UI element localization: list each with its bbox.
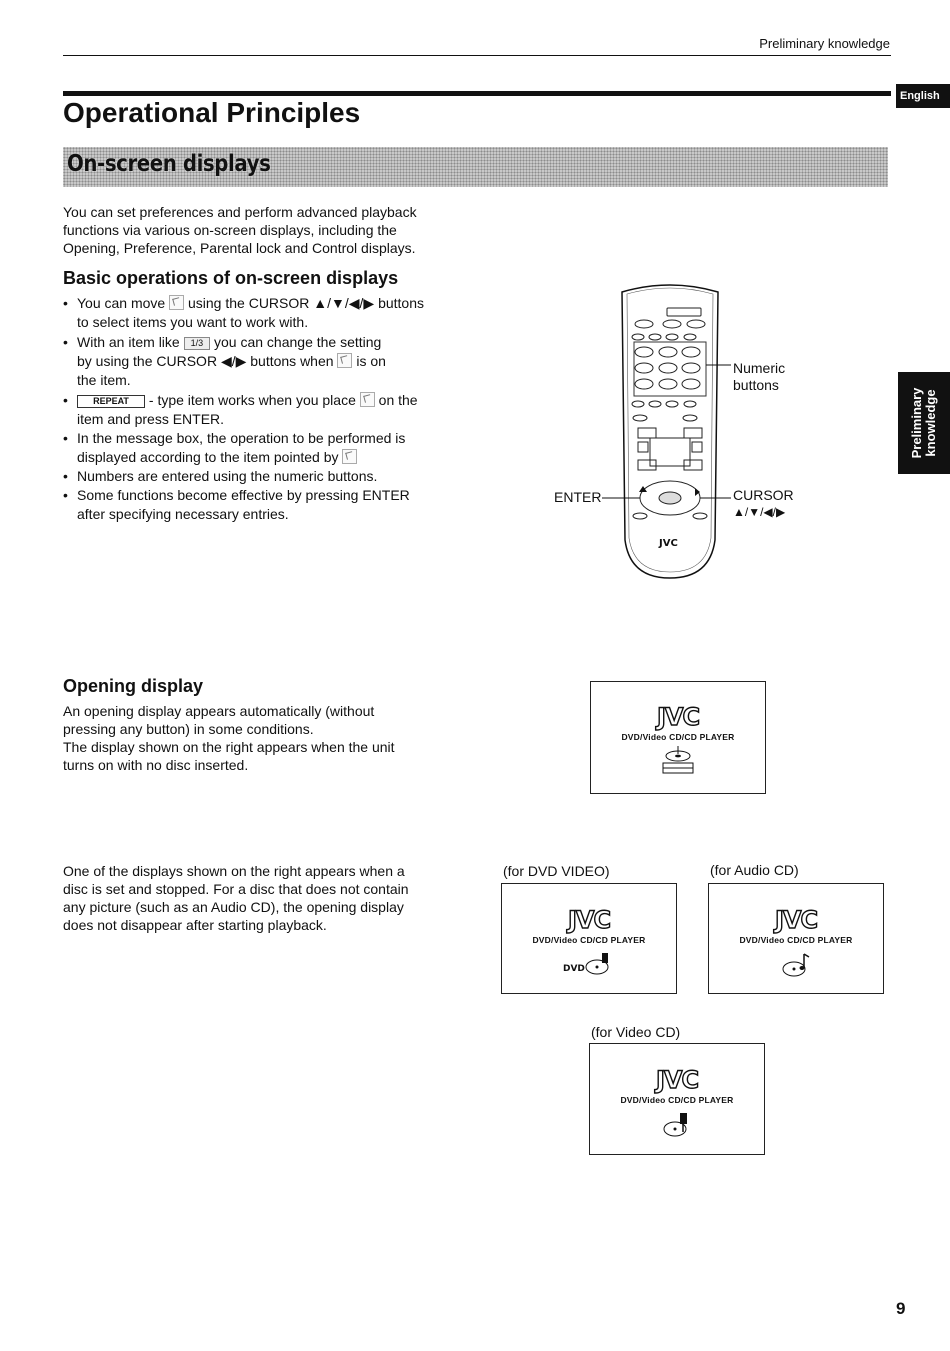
video-cd-screen	[589, 1043, 765, 1155]
list-item	[63, 294, 463, 332]
label-line: Numeric	[733, 360, 786, 376]
text-line: An opening display appears automatically (without	[63, 703, 375, 719]
player-subtitle: DVD/Video CD/CD PLAYER	[739, 935, 853, 945]
dvd-caption: (for DVD VIDEO)	[503, 863, 610, 879]
text: on the	[378, 392, 418, 408]
list-item	[63, 333, 463, 390]
text: to select items you want to work with.	[77, 314, 309, 330]
list-item	[63, 391, 463, 429]
remote-brand: JVC	[659, 538, 678, 549]
intro-paragraph	[63, 203, 417, 257]
cursor-label	[733, 487, 794, 521]
remote-control-illustration	[550, 280, 820, 580]
language-tab: English	[896, 84, 950, 108]
page-title: Operational Principles	[63, 97, 361, 128]
repeat-label-sample: REPEAT	[77, 395, 145, 408]
running-header: Preliminary knowledge	[759, 36, 890, 51]
dvd-disc-icon	[559, 949, 619, 979]
list-item	[63, 429, 463, 467]
side-tab-line1: Preliminary	[909, 387, 924, 459]
intro-line: You can set preferences and perform advanced playback	[63, 204, 417, 220]
text-line: disc is set and stopped. For a disc that does not contain	[63, 881, 409, 897]
jvc-logo: JVC	[655, 1066, 699, 1094]
pointer-icon	[337, 353, 352, 368]
text: You can move	[77, 295, 166, 311]
text: With an item like	[77, 334, 180, 350]
text-line: pressing any button) in some conditions.	[63, 721, 314, 737]
video-disc-icon	[657, 1108, 697, 1140]
opening-heading: Opening display	[63, 676, 204, 696]
section-title: On-screen displays	[67, 151, 271, 177]
text-line: The display shown on the right appears when the unit	[63, 739, 395, 755]
jvc-logo: JVC	[774, 906, 818, 934]
jvc-logo: JVC	[656, 703, 700, 731]
disc-tray-icon	[658, 744, 698, 776]
list-item	[63, 467, 463, 486]
pointer-icon	[342, 449, 357, 464]
text: you can change the setting	[214, 334, 382, 350]
text: In the message box, the operation to be performed is	[77, 430, 406, 446]
svg-text:DVD: DVD	[563, 964, 585, 974]
list-item	[63, 486, 463, 524]
vcd-caption: (for Video CD)	[591, 1024, 681, 1040]
text: using the CURSOR ▲/▼/◀/▶ buttons	[188, 295, 424, 311]
opening-paragraph	[63, 702, 395, 774]
label-line: CURSOR	[733, 487, 794, 503]
pager-sample: 1/3	[184, 337, 211, 350]
text: displayed according to the item pointed by	[77, 449, 339, 465]
text: Some functions become effective by pressing ENTER	[77, 487, 410, 503]
enter-label: ENTER	[554, 489, 602, 505]
section-bar	[63, 147, 888, 187]
text: Numbers are entered using the numeric buttons.	[77, 468, 378, 484]
text: by using the CURSOR ◀/▶ buttons when	[77, 353, 334, 369]
text: - type item works when you place	[148, 392, 356, 408]
numeric-buttons-label	[733, 360, 785, 394]
text-line: One of the displays shown on the right appears when a	[63, 863, 405, 879]
intro-line: Opening, Preference, Parental lock and Control displays.	[63, 240, 416, 256]
page-number: 9	[896, 1299, 906, 1318]
audio-caption: (for Audio CD)	[710, 862, 799, 878]
basic-ops-list	[63, 294, 463, 524]
stopped-paragraph	[63, 862, 409, 934]
jvc-logo: JVC	[567, 906, 611, 934]
opening-screen	[590, 681, 766, 794]
text-line: any picture (such as an Audio CD), the opening display	[63, 899, 404, 915]
player-subtitle: DVD/Video CD/CD PLAYER	[621, 732, 735, 742]
label-line: buttons	[733, 377, 779, 393]
text-line: turns on with no disc inserted.	[63, 757, 249, 773]
header-rule	[63, 55, 891, 56]
side-section-tab	[898, 372, 950, 474]
text: is on	[356, 353, 386, 369]
player-subtitle: DVD/Video CD/CD PLAYER	[620, 1095, 734, 1105]
player-subtitle: DVD/Video CD/CD PLAYER	[532, 935, 646, 945]
audio-cd-screen	[708, 883, 884, 994]
side-tab-line2: knowledge	[923, 389, 938, 457]
text: item and press ENTER.	[77, 411, 225, 427]
pointer-icon	[360, 392, 375, 407]
text: after specifying necessary entries.	[77, 506, 289, 522]
text: the item.	[77, 372, 131, 388]
text-line: does not disappear after starting playback.	[63, 917, 327, 933]
dvd-screen	[501, 883, 677, 994]
intro-line: functions via various on-screen displays, including the	[63, 222, 397, 238]
pointer-icon	[169, 295, 184, 310]
basic-ops-heading: Basic operations of on-screen displays	[63, 268, 399, 288]
label-line: ▲/▼/◀/▶	[733, 505, 786, 519]
audio-disc-icon	[776, 948, 816, 980]
title-rule	[63, 91, 891, 96]
